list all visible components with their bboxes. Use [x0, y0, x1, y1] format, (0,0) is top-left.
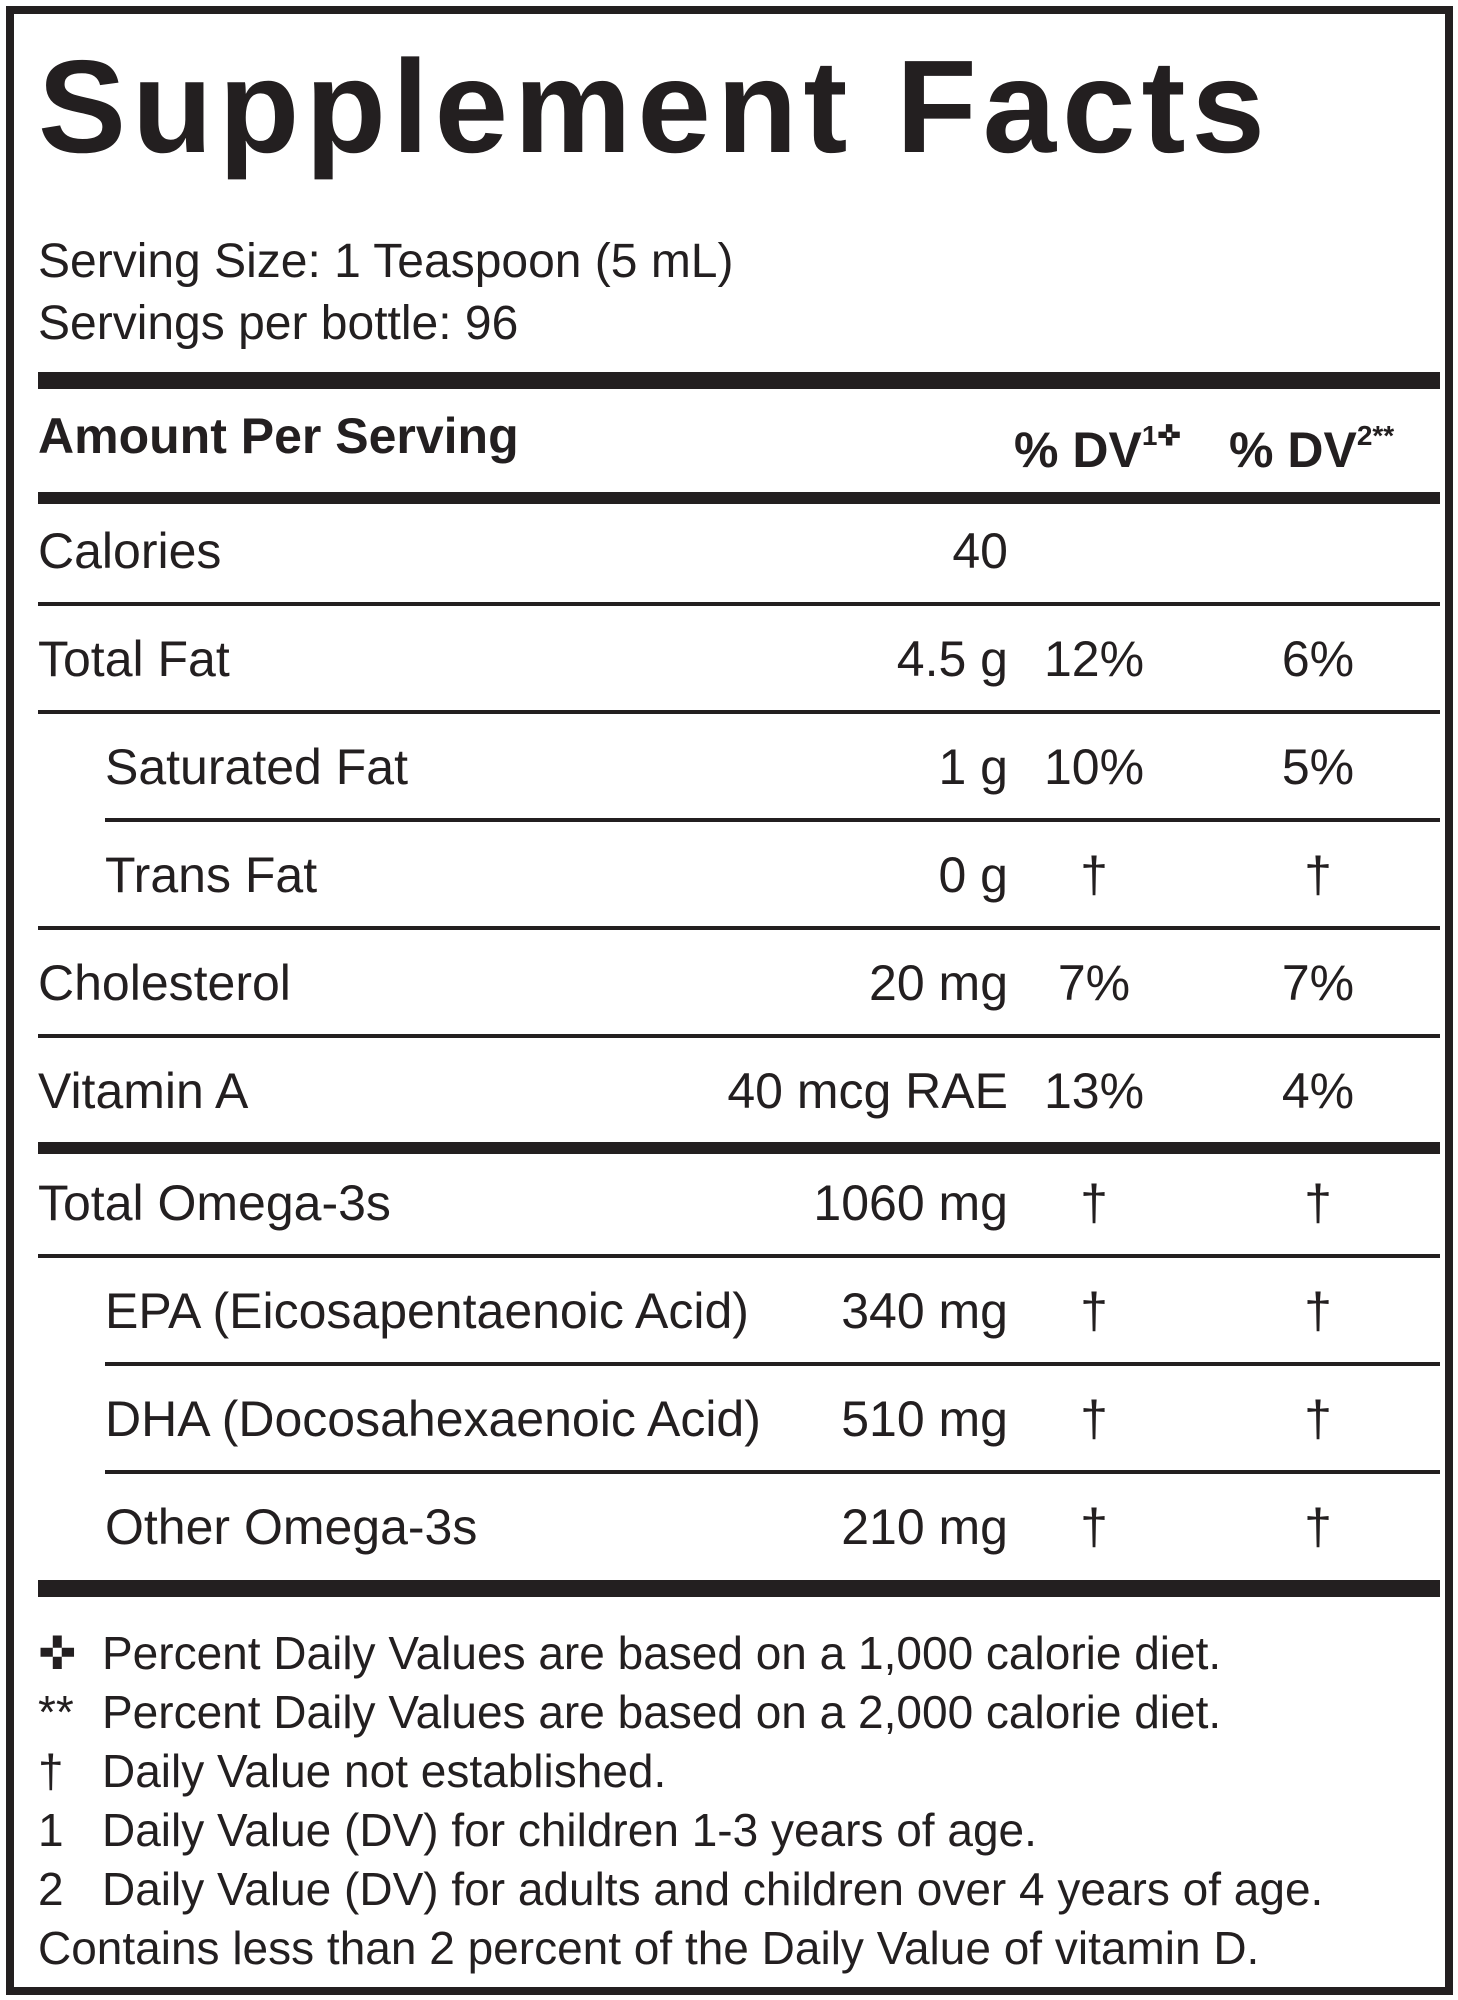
nutrient-dv2: †	[1304, 1283, 1332, 1339]
nutrient-row-vitamin-a	[38, 1042, 1440, 1142]
row-divider-indented	[105, 1362, 1440, 1366]
nutrient-dv2: †	[1304, 1175, 1332, 1231]
footnote-1	[38, 1801, 1037, 1860]
row-divider	[38, 710, 1440, 714]
nutrient-name: EPA (Eicosapentaenoic Acid)	[105, 1283, 749, 1339]
nutrient-name: Calories	[38, 523, 222, 579]
nutrient-dv1: †	[1080, 847, 1108, 903]
footnote-1000-calorie	[38, 1624, 1221, 1683]
nutrient-row-calories	[38, 502, 1440, 602]
nutrient-name: DHA (Docosahexaenoic Acid)	[105, 1391, 761, 1447]
footnote-vitamin-d	[38, 1919, 1259, 1978]
footnote-dagger	[38, 1742, 666, 1801]
dv1-header-label: % DV	[1014, 422, 1142, 478]
nutrient-name: Saturated Fat	[105, 739, 408, 795]
dv2-header-superscript: 2**	[1356, 420, 1395, 451]
nutrient-row-cholesterol	[38, 934, 1440, 1034]
divider-thick	[38, 1580, 1440, 1597]
footnote-text: Percent Daily Values are based on a 2,000 calorie diet.	[102, 1686, 1222, 1738]
serving-size: Serving Size: 1 Teaspoon (5 mL)	[38, 235, 734, 288]
supplement-facts-panel	[6, 6, 1453, 1995]
row-divider	[38, 1254, 1440, 1258]
footnote-text: Daily Value (DV) for adults and children over 4 years of age.	[102, 1863, 1324, 1915]
nutrient-dv2: 5%	[1281, 739, 1355, 795]
nutrient-amount: 1060 mg	[813, 1175, 1008, 1231]
row-divider	[38, 1034, 1440, 1038]
panel-title: Supplement Facts	[38, 33, 1271, 180]
nutrient-dv1: 7%	[1057, 955, 1131, 1011]
nutrient-amount: 40 mcg RAE	[727, 1063, 1008, 1119]
footnote-symbol: 1	[38, 1804, 64, 1856]
footnote-symbol: ✜	[38, 1627, 77, 1679]
nutrient-dv2: †	[1304, 847, 1332, 903]
footnote-symbol: †	[38, 1745, 64, 1797]
nutrient-amount: 340 mg	[841, 1283, 1008, 1339]
nutrient-dv2: †	[1304, 1499, 1332, 1555]
footnote-text: Contains less than 2 percent of the Daily Value of vitamin D.	[38, 1922, 1260, 1974]
divider-thick	[38, 372, 1440, 389]
nutrient-name: Trans Fat	[105, 847, 318, 903]
dv1-header	[1014, 406, 1181, 480]
nutrient-name: Other Omega-3s	[105, 1499, 478, 1555]
nutrient-name: Total Omega-3s	[38, 1175, 391, 1231]
nutrient-dv2: 6%	[1281, 631, 1355, 687]
nutrient-row-epa	[38, 1262, 1440, 1362]
footnote-text: Percent Daily Values are based on a 1,000 calorie diet.	[102, 1627, 1222, 1679]
row-divider-indented	[105, 1470, 1440, 1474]
nutrient-amount: 20 mg	[869, 955, 1008, 1011]
nutrient-name: Vitamin A	[38, 1063, 249, 1119]
nutrient-dv2: 4%	[1281, 1063, 1355, 1119]
nutrient-amount: 210 mg	[841, 1499, 1008, 1555]
nutrient-name: Cholesterol	[38, 955, 291, 1011]
row-divider	[38, 602, 1440, 606]
nutrient-amount: 40	[952, 523, 1008, 579]
nutrient-dv1: †	[1080, 1283, 1108, 1339]
nutrient-row-total-fat	[38, 610, 1440, 710]
row-divider-indented	[105, 818, 1440, 822]
nutrient-row-trans-fat	[38, 826, 1440, 926]
nutrient-dv1: †	[1080, 1391, 1108, 1447]
footnote-2000-calorie	[38, 1683, 1221, 1742]
amount-per-serving-header: Amount Per Serving	[38, 408, 519, 464]
nutrient-amount: 4.5 g	[896, 631, 1008, 687]
servings-per-container: Servings per bottle: 96	[38, 297, 519, 350]
nutrient-amount: 0 g	[938, 847, 1008, 903]
nutrient-amount: 510 mg	[841, 1391, 1008, 1447]
nutrient-dv2: 7%	[1281, 955, 1355, 1011]
dv1-header-superscript: 1✜	[1141, 420, 1181, 451]
footnote-symbol: **	[38, 1686, 74, 1738]
footnote-text: Daily Value (DV) for children 1-3 years of age.	[102, 1804, 1037, 1856]
footnote-symbol: 2	[38, 1863, 64, 1915]
nutrient-amount: 1 g	[938, 739, 1008, 795]
nutrient-dv1: †	[1080, 1175, 1108, 1231]
nutrient-dv2: †	[1304, 1391, 1332, 1447]
nutrient-dv1: 10%	[1043, 739, 1145, 795]
footnote-2	[38, 1860, 1323, 1919]
nutrient-dv1: 13%	[1043, 1063, 1145, 1119]
nutrient-name: Total Fat	[38, 631, 230, 687]
nutrient-dv1: †	[1080, 1499, 1108, 1555]
nutrient-dv1: 12%	[1043, 631, 1145, 687]
dv2-header	[1229, 406, 1394, 480]
footnote-text: Daily Value not established.	[102, 1745, 667, 1797]
row-divider	[38, 926, 1440, 930]
nutrient-row-total-omega-3s	[38, 1154, 1440, 1254]
nutrient-row-other-omega-3s	[38, 1478, 1440, 1578]
dv2-header-label: % DV	[1229, 422, 1357, 478]
nutrient-row-dha	[38, 1370, 1440, 1470]
divider-medium	[38, 1142, 1440, 1154]
nutrient-row-saturated-fat	[38, 718, 1440, 818]
